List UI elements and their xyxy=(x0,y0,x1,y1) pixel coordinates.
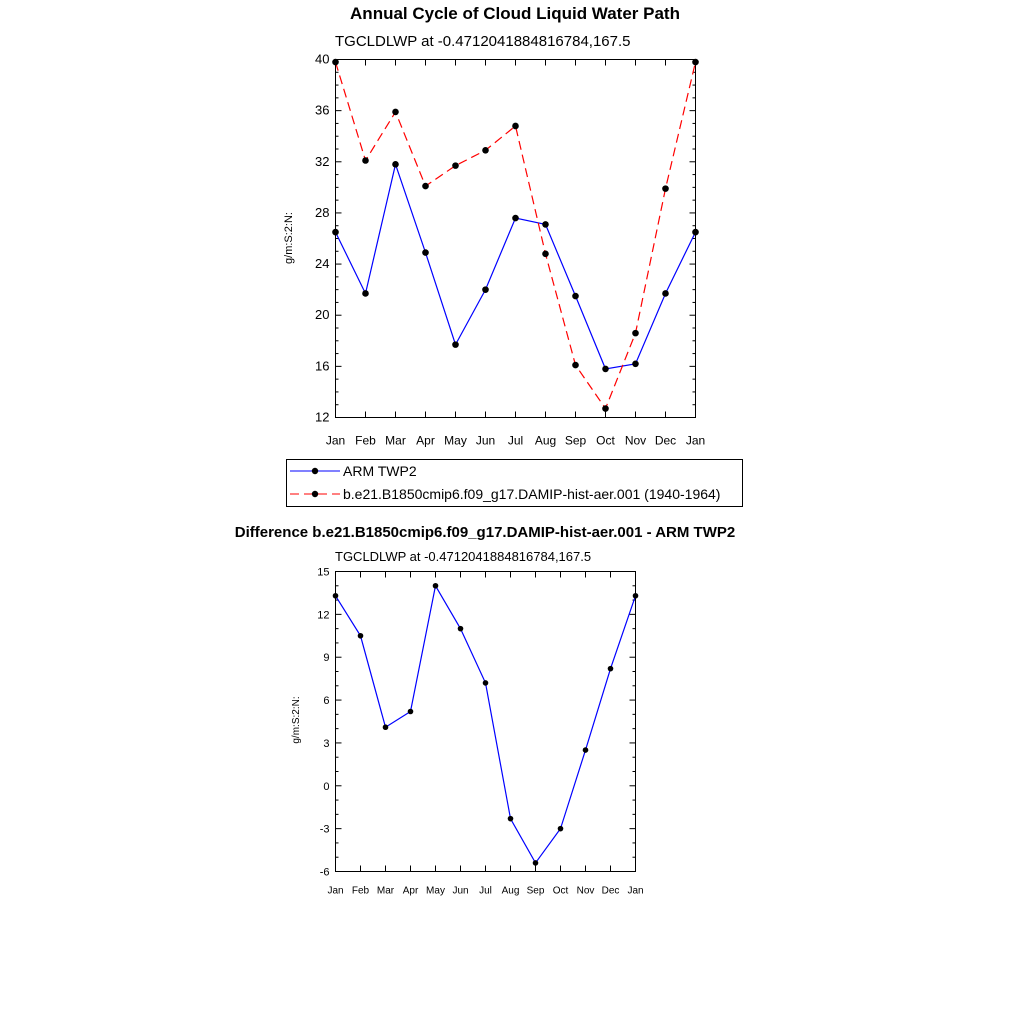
series-line xyxy=(336,62,696,408)
x-tick-label: Jun xyxy=(452,885,469,897)
data-point xyxy=(662,185,669,192)
x-tick-label: Jan xyxy=(325,433,346,448)
data-point xyxy=(332,229,339,236)
plot-frame xyxy=(336,572,636,872)
x-tick-label: Sep xyxy=(526,885,545,897)
data-point xyxy=(333,593,339,599)
data-point xyxy=(482,286,489,293)
data-point xyxy=(602,405,609,412)
chart-title: Difference b.e21.B1850cmip6.f09_g17.DAMIP-hist-aer.001 - ARM TWP2 xyxy=(234,524,736,541)
data-point xyxy=(542,221,549,228)
data-point xyxy=(422,249,429,256)
annual-cycle-chart xyxy=(283,4,743,507)
x-tick-label: Dec xyxy=(601,885,620,897)
x-tick-label: Jul xyxy=(507,433,524,448)
data-point xyxy=(633,593,639,599)
data-point xyxy=(408,709,414,715)
data-point xyxy=(662,290,669,297)
data-point xyxy=(508,816,514,822)
data-point xyxy=(512,215,519,222)
data-point xyxy=(632,330,639,337)
y-tick-label: 36 xyxy=(315,102,330,118)
data-point xyxy=(558,826,564,832)
x-tick-label: Apr xyxy=(402,885,419,897)
plot-frame xyxy=(336,60,696,418)
x-tick-label: Sep xyxy=(564,433,587,448)
x-tick-label: Jun xyxy=(475,433,496,448)
x-tick-label: Jan xyxy=(627,885,644,897)
y-tick-label: 12 xyxy=(315,409,330,425)
x-tick-label: Nov xyxy=(576,885,595,897)
chart-subtitle: TGCLDLWP at -0.4712041884816784,167.5 xyxy=(335,33,631,50)
data-point xyxy=(572,362,579,369)
x-tick-label: Feb xyxy=(355,433,376,448)
data-point xyxy=(362,157,369,164)
data-point xyxy=(392,109,399,116)
x-tick-label: Feb xyxy=(351,885,370,897)
y-tick-label: -3 xyxy=(319,823,330,836)
data-point xyxy=(422,183,429,190)
y-tick-label: 12 xyxy=(317,609,330,622)
data-point xyxy=(692,59,699,66)
data-point xyxy=(358,633,364,639)
data-point xyxy=(483,680,489,686)
legend-marker-model xyxy=(312,491,318,497)
y-tick-label: 40 xyxy=(315,51,330,67)
series-group xyxy=(332,59,699,412)
axis-ticks xyxy=(315,52,705,448)
x-tick-label: Nov xyxy=(624,433,647,448)
data-point xyxy=(383,724,389,730)
x-tick-label: Mar xyxy=(376,885,395,897)
data-point xyxy=(692,229,699,236)
data-point xyxy=(458,626,464,632)
legend-label-arm: ARM TWP2 xyxy=(343,463,417,479)
legend xyxy=(287,460,743,507)
legend-marker-arm xyxy=(312,468,318,474)
x-tick-label: May xyxy=(426,885,445,897)
y-tick-label: 15 xyxy=(317,566,330,579)
y-tick-label: 9 xyxy=(323,652,330,665)
data-point xyxy=(392,161,399,168)
data-point xyxy=(482,147,489,154)
x-tick-label: Jan xyxy=(685,433,706,448)
data-point xyxy=(632,361,639,368)
chart-subtitle: TGCLDLWP at -0.4712041884816784,167.5 xyxy=(335,549,592,564)
y-axis-label: g/m:S:2:N: xyxy=(283,212,295,264)
y-tick-label: 0 xyxy=(323,780,330,793)
data-point xyxy=(433,583,439,589)
x-tick-label: Apr xyxy=(416,433,435,448)
y-tick-label: 6 xyxy=(323,695,330,708)
y-tick-label: 20 xyxy=(315,307,330,323)
data-point xyxy=(542,251,549,258)
difference-chart xyxy=(235,0,735,897)
series-line xyxy=(336,586,636,863)
legend-label-model: b.e21.B1850cmip6.f09_g17.DAMIP-hist-aer.001 (1940-1964) xyxy=(343,486,721,502)
x-tick-label: Oct xyxy=(552,885,569,897)
y-tick-label: 28 xyxy=(315,204,330,220)
x-tick-label: May xyxy=(444,433,467,448)
y-tick-label: 16 xyxy=(315,358,330,374)
data-point xyxy=(512,123,519,130)
data-point xyxy=(608,666,614,672)
chart-title: Annual Cycle of Cloud Liquid Water Path xyxy=(350,4,680,23)
x-tick-label: Aug xyxy=(534,433,557,448)
data-point xyxy=(572,293,579,300)
y-tick-label: -6 xyxy=(319,866,330,879)
series-group xyxy=(333,583,639,866)
data-point xyxy=(362,290,369,297)
data-point xyxy=(602,366,609,373)
axis-ticks xyxy=(317,567,643,897)
x-tick-label: Jul xyxy=(479,885,492,897)
data-point xyxy=(332,59,339,66)
x-tick-label: Dec xyxy=(654,433,677,448)
x-tick-label: Oct xyxy=(596,433,615,448)
data-point xyxy=(583,747,589,753)
data-point xyxy=(452,162,459,169)
data-point xyxy=(452,341,459,348)
x-tick-label: Mar xyxy=(385,433,406,448)
y-axis-label: g/m:S:2:N: xyxy=(291,696,302,744)
x-tick-label: Jan xyxy=(327,885,344,897)
x-tick-label: Aug xyxy=(501,885,520,897)
y-tick-label: 24 xyxy=(315,256,330,272)
y-tick-label: 3 xyxy=(323,737,330,750)
y-tick-label: 32 xyxy=(315,153,330,169)
data-point xyxy=(533,860,539,866)
series-line xyxy=(336,164,696,369)
